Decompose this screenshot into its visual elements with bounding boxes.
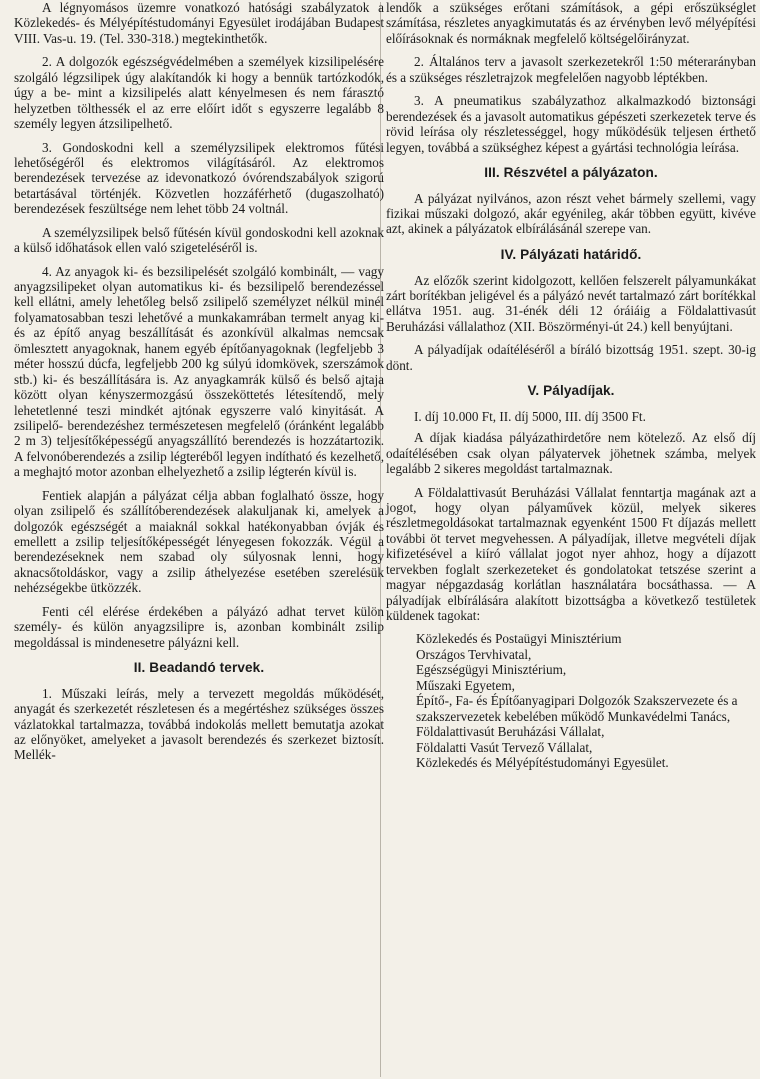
paragraph: 1. Műszaki leírás, mely a tervezett megoldás működését, anyagát és szerkezetét részletesen és a megértéshez szükséges összes vázlatokkal tartalmazza, továbbá indokolás mellett bemutatja azokat az előnyöket, amelyeket a javasolt berendezés és szerkezet biztosít. Mellék- (14, 685, 384, 763)
paragraph: A Földalattivasút Beruházási Vállalat fenntartja magának azt a jogot, hogy olyan pályaművek közül, melyek sikeres részletmegoldásokat tartalmaznak egyenként 1500 Ft díjazás mellett további öt tervet megvehessen. A pályadíjak, illetve megvételi díjak kifizetésével a kiíró vállalat jogot nyer ahhoz, hogy a díjazott tervekben foglalt szerkezeteket és gondolatokat tetszése szerint a magyar népgazdaság korlátlan használatára bocsáthassa. — A pályadíjak elbírálására alakított bizottságba a következő testületek küldenek tagokat: (386, 484, 756, 623)
list-item: Országos Tervhivatal, (416, 646, 532, 662)
paragraph: 3. A pneumatikus szabályzathoz alkalmazkodó biztonsági berendezések és a javasolt automatikus gépészeti szerkezetek terve és rövid leírása oly részletességgel, hogy működésük teljesen érthető legyen, továbbá a szükséghez képest a gyártási technológia leírása. (386, 93, 756, 155)
paragraph: I. díj 10.000 Ft, II. díj 5000, III. díj 3500 Ft. (414, 408, 646, 424)
section-heading: IV. Pályázati határidő. (500, 246, 642, 262)
list-item: Földalatti Vasút Tervező Vállalat, (416, 739, 593, 755)
section-heading: V. Pályadíjak. (527, 383, 615, 399)
paragraph: A személyzsilipek belső fűtésén kívül gondoskodni kell azoknak a külső időhatások ellen való szigeteléséről is. (14, 224, 384, 256)
paragraph-continued: lendők a szükséges erőtani számítások, a gépi erőszükséglet számítása, részletes anyagkimutatás és az érvényben levő mélyépítési előírásoknak és normáknak megfelelő költségelőirányzat. (386, 0, 756, 46)
member-list (416, 631, 756, 770)
list-item: Egészségügyi Minisztérium, (416, 662, 567, 678)
paragraph: Az előzők szerint kidolgozott, kellően felszerelt pályamunkákat zárt borítékban jeligével és a pályázó nevét tartalmazó zárt borítékkal ellátva 1951. aug. 31-énék déli 12 óráiáig a Földalattivasút Beruházási vállalathoz (XII. Böszörményi-út 24.) kell benyújtani. (386, 272, 756, 334)
paragraph: 2. A dolgozók egészségvédelmében a személyek kizsilipelésére szolgáló légzsilipek úgy alakítandók ki hogy a bennük tartózkodók, úgy a be- mint a kizsilipelés alatt kényelmesen és nem fárasztó helyzetben tölthessék el az erre előírt időt s egyszerre legalább 8 személy legyen átzsilipelhető. (14, 54, 384, 132)
list-item: Közlekedés és Mélyépítéstudományi Egyesület. (416, 754, 669, 770)
paragraph: A légnyomásos üzemre vonatkozó hatósági szabályzatok a Közlekedés- és Mélyépítéstudományi Egyesület irodájában Budapest VIII. Vas-u. 19. (Tel. 330-318.) megtekinthetők. (14, 0, 384, 46)
paragraph: 4. Az anyagok ki- és bezsilipelését szolgáló kombinált, — vagy anyagzsilipeket olyan automatikus ki- és bezsilipelő berendezéssel kell ellátni, amely lehetőleg belső zsilipelő személyzet nélkül minél folyamatosabban teszi lehetővé a munkakamrában termelt anyag ki- és az építő anyag beszállítását és azonkívül alkalmas nemcsak ömlesztett anyagoknak, hanem egyéb építőanyagoknak (legfeljebb 3 méter hosszú dúcfa, legfeljebb 200 kg súlyú idomkövek, szerszámok stb.) ki- és beszállítására is. Az anyagkamrák külső és belső ajtaja között olyan kényszermozgású összeköttetés létesítendő, mely lehetetlenné teszi mindkét ajtónak egyszerre való kinyitását. A zsilipelő- berendezéshez természetesen megfelelő (óránként legalább 2 m 3) teljesítőképességű anyagszállító berendezés is hozzátartozik. A felvonóberendezés a zsilip légteréből legyen indítható és kezelhető, a meghajtó motor azonban elhelyezhető a zsilip légterén kívül is. (14, 263, 384, 480)
list-item: Földalattivasút Beruházási Vállalat, (416, 724, 605, 740)
paragraph: Fenti cél elérése érdekében a pályázó adhat tervet külön személy- és külön anyagzsilipre is, azonban kombinált zsilip megoldással is mindenesetre pályázni kell. (14, 603, 384, 650)
list-item: Közlekedés és Postaügyi Minisztérium (416, 631, 622, 647)
list-item: Építő-, Fa- és Építőanyagipari Dolgozók Szakszervezete és a szakszervezetek kebelében működő Munkavédelmi Tanács, (416, 693, 738, 724)
paragraph: 3. Gondoskodni kell a személyzsilipek elektromos fűtési lehetőségéről és elektromos világításáról. Az elektromos berendezések tervezése az idevonatkozó óvórendszabályok szigorú betartásával történjék. Közvetlen hozzáférhető (dugaszolható) berendezések feszültsége nem lehet több 24 voltnál. (14, 139, 384, 217)
paragraph: Fentiek alapján a pályázat célja abban foglalható össze, hogy olyan zsilipelő és szállítóberendezések alakuljanak ki, amelyek a dolgozók egészségét a maiaknál sokkal hatékonyabban óvják és emellett a zsilip teljesítőképességét lényegesen fokozzák. Végül a berendezéseknek nem szabad oly súlyosnak lenni, hogy aknacsőtoldáskor, vagy a zsilip áthelyezése esetében szerelésük nehézségekbe ütközzék. (14, 487, 384, 596)
section-heading: II. Beadandó tervek. (133, 660, 265, 676)
paragraph: 2. Általános terv a javasolt szerkezetekről 1:50 méterarányban és a szükséges részletrajzok megfelelően nagyobb léptékben. (386, 54, 756, 85)
section-heading: III. Részvétel a pályázaton. (484, 164, 658, 180)
paragraph: A pályadíjak odaítéléséről a bíráló bizottság 1951. szept. 30-ig dönt. (386, 342, 756, 373)
list-item: Műszaki Egyetem, (416, 677, 515, 693)
right-column (386, 0, 756, 770)
left-column (14, 0, 384, 771)
paragraph: A díjak kiadása pályázathirdetőre nem kötelező. Az első díj odaítélésében csak olyan pályatervek jöhetnek számba, melyek legalább 2 sikeres megoldást tartalmaznak. (386, 430, 756, 477)
paragraph: A pályázat nyilvános, azon részt vehet bármely szellemi, vagy fizikai műszaki dolgozó, akár egyénileg, akár többen együtt, kivéve azt, akinek a pályázatok elbírálásánál szerepe van. (386, 190, 756, 237)
